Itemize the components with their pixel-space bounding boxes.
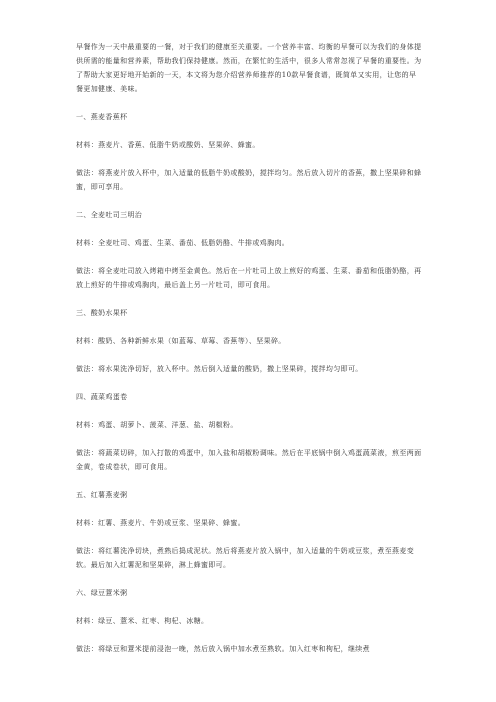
method-line xyxy=(76,544,422,572)
method-line xyxy=(76,642,422,656)
method-text: 将全麦吐司放入烤箱中烤至金黄色。然后在一片吐司上放上煎好的鸡蛋、生菜、番茄和低脂奶酪，再放上煎好的牛排或鸡胸肉，最后盖上另一片吐司，即可食用。 xyxy=(76,267,422,289)
materials-line xyxy=(76,418,422,432)
document-page xyxy=(76,40,422,670)
method-text: 将蔬菜切碎，加入打散的鸡蛋中，加入盐和胡椒粉调味。然后在平底锅中倒入鸡蛋蔬菜液，煎至两面金黄，卷成卷状，即可食用。 xyxy=(76,449,422,471)
materials-text: 燕麦片、香蕉、低脂牛奶或酸奶、坚果碎、蜂蜜。 xyxy=(98,141,260,149)
recipe-section xyxy=(76,488,422,572)
section-title: 五、红薯燕麦粥 xyxy=(76,491,128,499)
section-title: 四、蔬菜鸡蛋卷 xyxy=(76,393,128,401)
intro-paragraph: 早餐作为一天中最重要的一餐，对于我们的健康至关重要。一个营养丰富、均衡的早餐可以为我们的身体提供所需的能量和营养素，帮助我们保持健康。然而，在繁忙的生活中，很多人常常忽视了早餐的重要性。为了帮助大家更好地开始新的一天，本文将为您介绍营养师推荐的10款早餐食谱，既简单又实用，让您的早餐更加健康、美味。 xyxy=(76,43,422,93)
method-line xyxy=(76,446,422,474)
section-title: 六、绿豆薏米粥 xyxy=(76,589,128,597)
section-title: 一、燕麦香蕉杯 xyxy=(76,113,128,121)
materials-line xyxy=(76,138,422,152)
materials-line xyxy=(76,516,422,530)
materials-label: 材料： xyxy=(76,337,99,345)
method-text: 将燕麦片放入杯中，加入适量的低脂牛奶或酸奶，搅拌均匀。然后放入切片的香蕉，撒上坚果碎和蜂蜜，即可享用。 xyxy=(76,169,422,191)
section-title: 二、全麦吐司三明治 xyxy=(76,211,143,219)
method-line xyxy=(76,362,422,376)
method-label: 做法： xyxy=(76,645,99,653)
materials-text: 全麦吐司、鸡蛋、生菜、番茄、低脂奶酪、牛排或鸡胸肉。 xyxy=(98,239,290,247)
method-label: 做法： xyxy=(76,267,99,275)
materials-label: 材料： xyxy=(76,617,99,625)
recipe-section xyxy=(76,390,422,474)
materials-line xyxy=(76,334,422,348)
method-text: 将水果洗净切好，放入杯中。然后倒入适量的酸奶，撒上坚果碎，搅拌均匀即可。 xyxy=(98,365,363,373)
recipe-section xyxy=(76,306,422,376)
method-line xyxy=(76,166,422,194)
method-label: 做法： xyxy=(76,449,99,457)
materials-line xyxy=(76,236,422,250)
materials-label: 材料： xyxy=(76,519,99,527)
materials-label: 材料： xyxy=(76,239,99,247)
materials-text: 红薯、燕麦片、牛奶或豆浆、坚果碎、蜂蜜。 xyxy=(98,519,246,527)
materials-text: 酸奶、各种新鲜水果（如蓝莓、草莓、香蕉等）、坚果碎。 xyxy=(98,337,286,345)
materials-line xyxy=(76,614,422,628)
method-text: 将红薯洗净切块，煮熟后捣成泥状。然后将燕麦片放入锅中，加入适量的牛奶或豆浆，煮至燕麦变软。最后加入红薯泥和坚果碎，淋上蜂蜜即可。 xyxy=(76,547,415,569)
method-label: 做法： xyxy=(76,547,99,555)
recipe-section xyxy=(76,110,422,194)
method-line xyxy=(76,264,422,292)
method-label: 做法： xyxy=(76,365,99,373)
materials-text: 绿豆、薏米、红枣、枸杞、冰糖。 xyxy=(98,617,209,625)
materials-label: 材料： xyxy=(76,421,99,429)
method-label: 做法： xyxy=(76,169,99,177)
recipe-section xyxy=(76,208,422,292)
method-text: 将绿豆和薏米提前浸泡一晚，然后放入锅中加水煮至熟软。加入红枣和枸杞，继续煮 xyxy=(98,645,371,653)
section-title: 三、酸奶水果杯 xyxy=(76,309,128,317)
materials-text: 鸡蛋、胡萝卜、菠菜、洋葱、盐、胡椒粉。 xyxy=(98,421,238,429)
recipe-section xyxy=(76,586,422,656)
materials-label: 材料： xyxy=(76,141,99,149)
